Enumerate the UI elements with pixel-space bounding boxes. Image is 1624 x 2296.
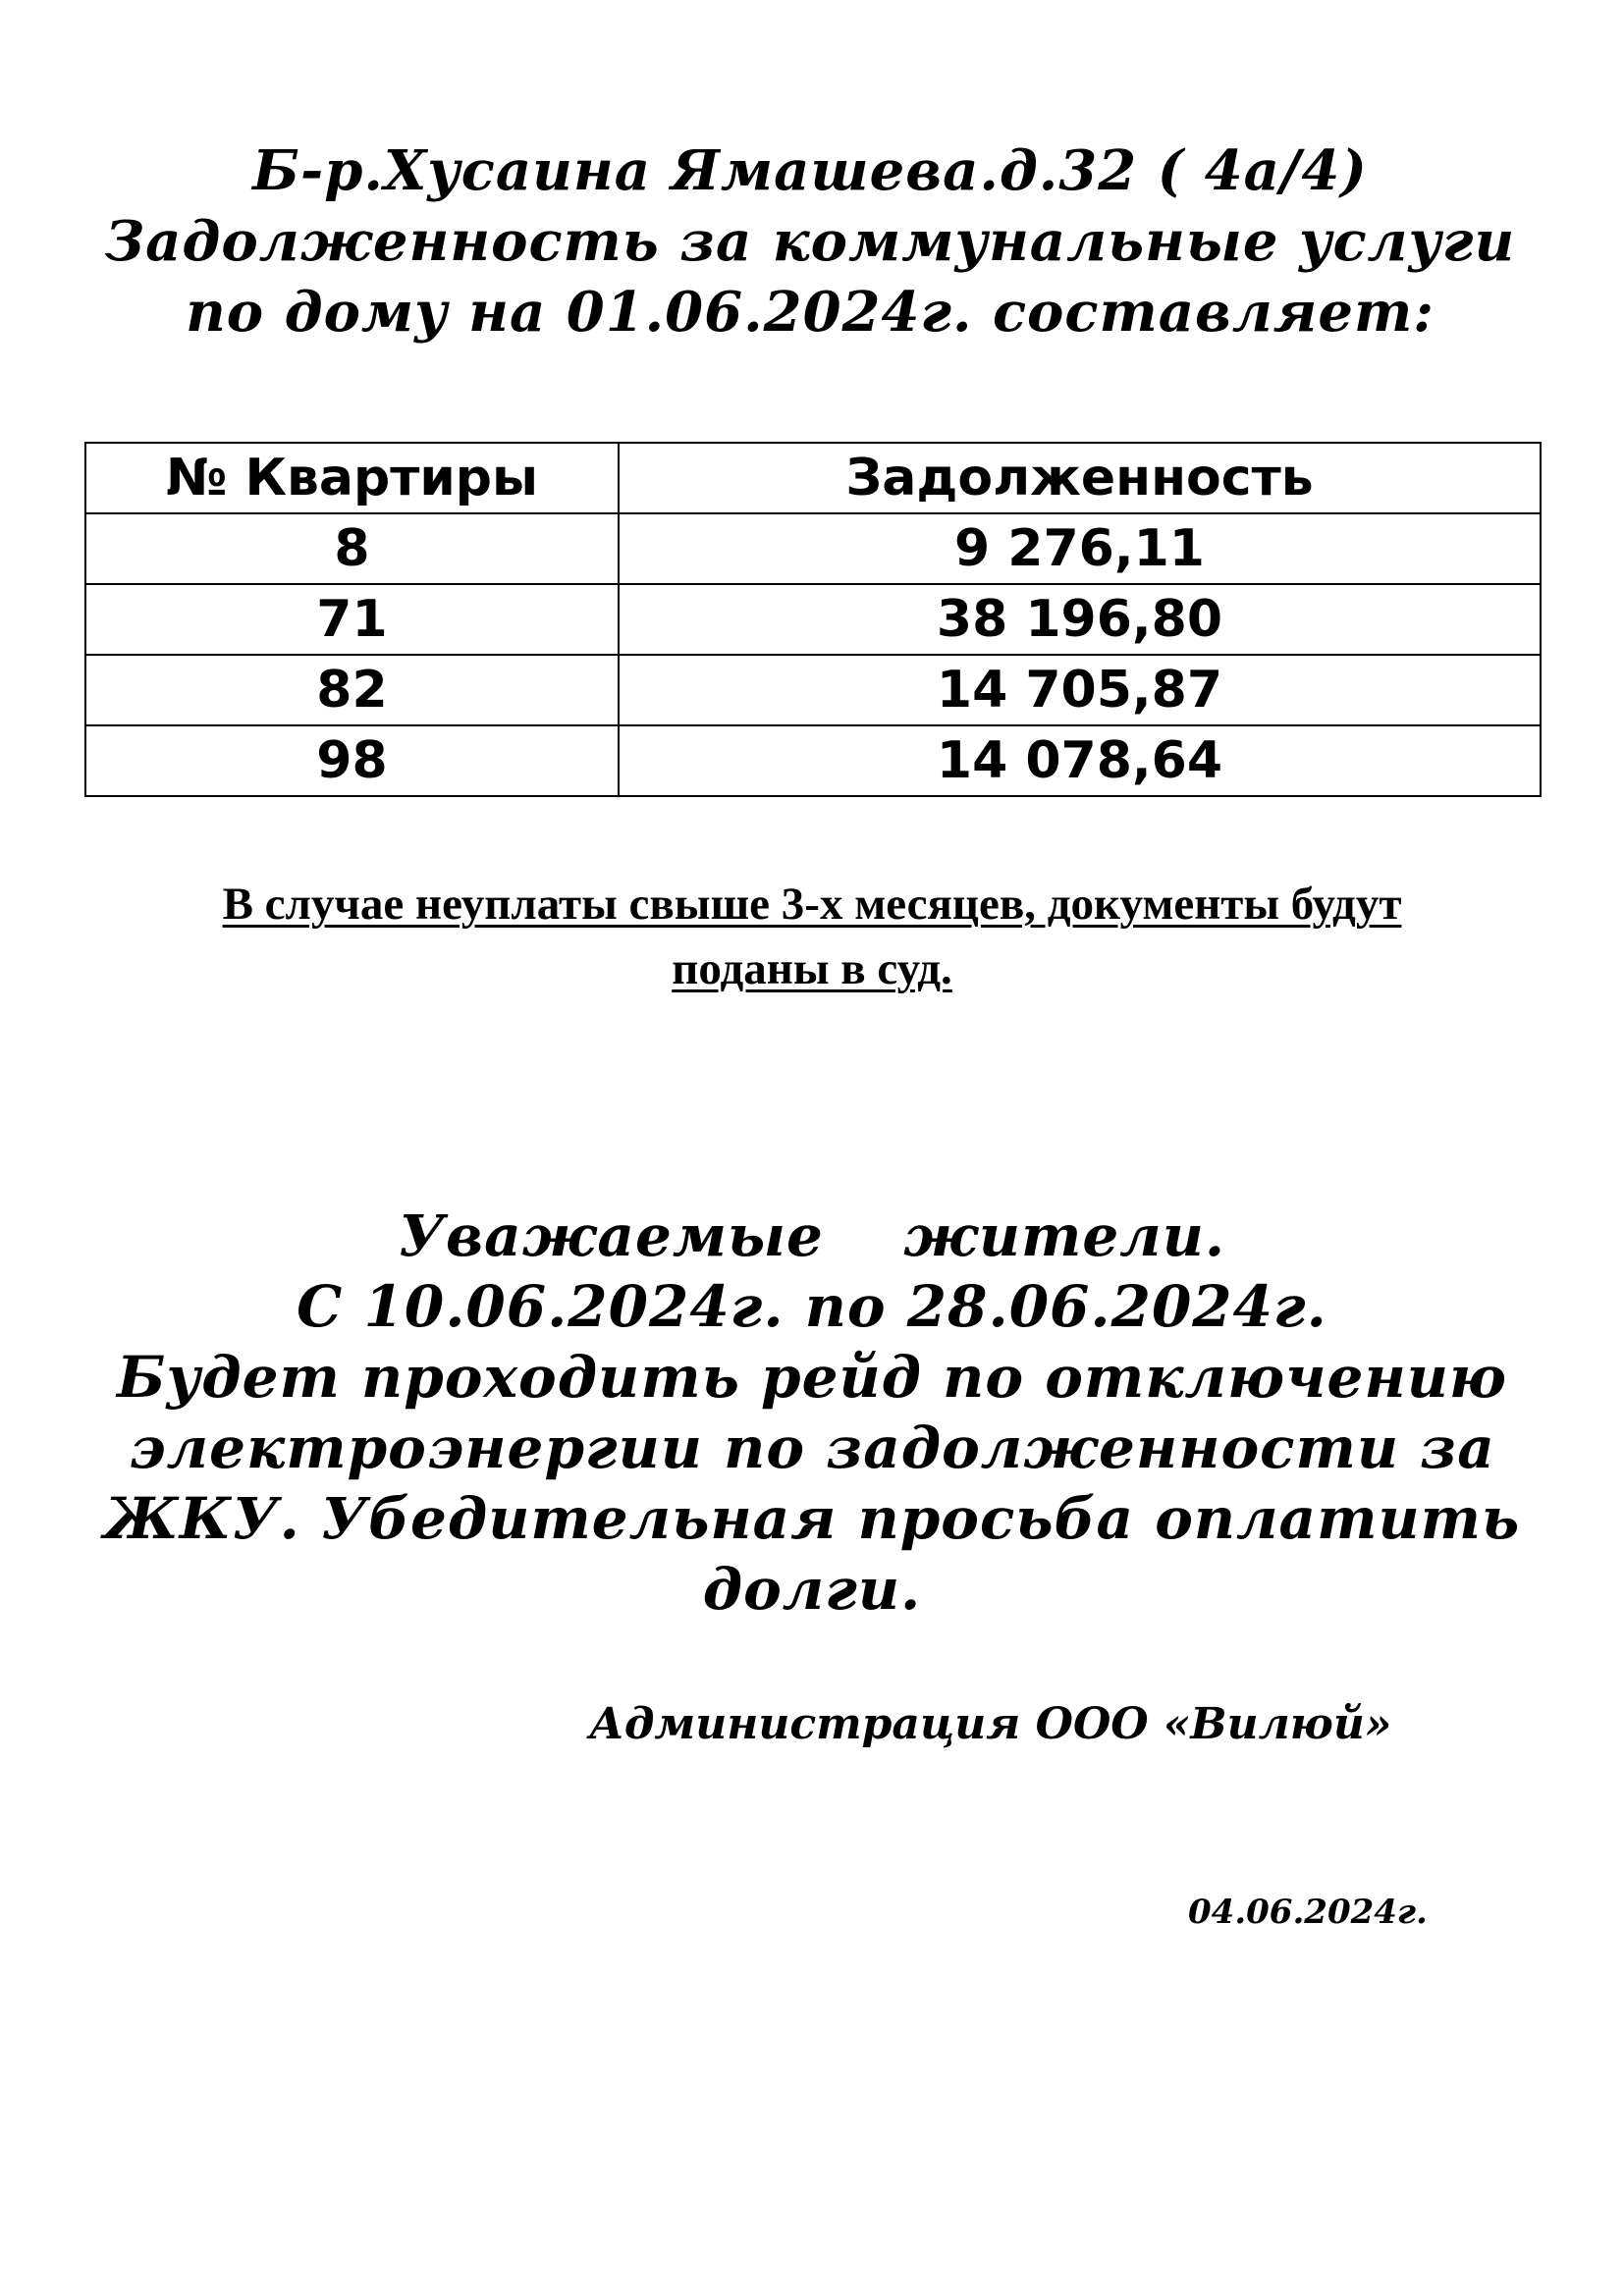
table-row bbox=[85, 513, 1541, 584]
apartment-number: 82 bbox=[85, 655, 619, 725]
court-warning bbox=[79, 872, 1545, 1001]
header-apartment: № Квартиры bbox=[85, 443, 619, 513]
debt-amount: 9 276,11 bbox=[619, 513, 1541, 584]
debt-amount: 14 705,87 bbox=[619, 655, 1541, 725]
notice-line: электроэнергии по задолженности за bbox=[129, 1415, 1495, 1481]
table-row bbox=[85, 725, 1541, 796]
notice-greeting: Уважаемые жители. bbox=[398, 1202, 1226, 1269]
header-debt: Задолженность bbox=[619, 443, 1541, 513]
disconnection-notice bbox=[79, 1201, 1545, 1625]
notice-period: С 10.06.2024г. по 28.06.2024г. bbox=[297, 1273, 1327, 1340]
table-row bbox=[85, 655, 1541, 725]
document-heading bbox=[79, 135, 1542, 347]
table-row bbox=[85, 584, 1541, 655]
warning-line: В случае неуплаты свыше 3-х месяцев, документы будут bbox=[222, 879, 1402, 930]
debt-amount: 38 196,80 bbox=[619, 584, 1541, 655]
notice-line: долги. bbox=[702, 1556, 922, 1623]
heading-subject: Задолженность за коммунальные услуги bbox=[104, 209, 1516, 274]
signature: Администрация ООО «Вилюй» bbox=[589, 1699, 1392, 1749]
apartment-number: 98 bbox=[85, 725, 619, 796]
apartment-number: 8 bbox=[85, 513, 619, 584]
debt-table bbox=[84, 442, 1542, 797]
notice-line: Будет проходить рейд по отключению bbox=[117, 1344, 1507, 1411]
heading-date-line: по дому на 01.06.2024г. составляет: bbox=[186, 280, 1435, 345]
apartment-number: 71 bbox=[85, 584, 619, 655]
document-date: 04.06.2024г. bbox=[1188, 1893, 1428, 1932]
debt-amount: 14 078,64 bbox=[619, 725, 1541, 796]
notice-line: ЖКУ. Убедительная просьба оплатить bbox=[103, 1485, 1521, 1552]
heading-address: Б-р.Хусаина Ямашева.д.32 ( 4а/4) bbox=[252, 138, 1368, 203]
table-header-row bbox=[85, 443, 1541, 513]
warning-line: поданы в суд. bbox=[672, 943, 952, 994]
